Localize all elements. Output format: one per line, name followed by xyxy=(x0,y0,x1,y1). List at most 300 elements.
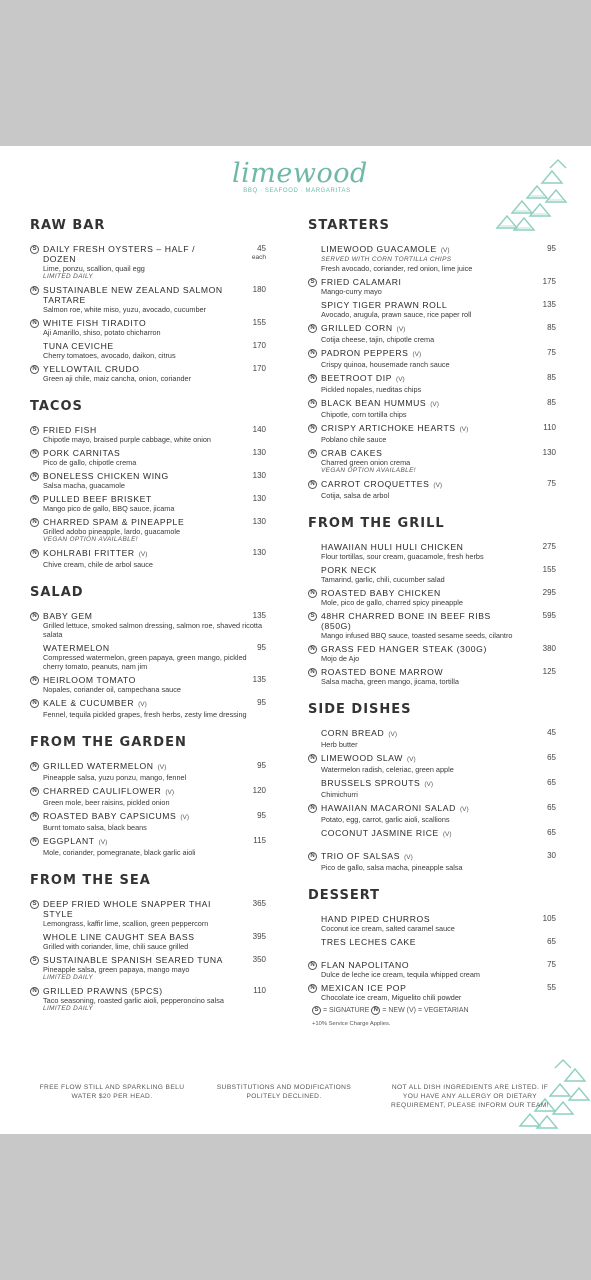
menu-item xyxy=(308,960,556,979)
item-name xyxy=(321,667,556,677)
item-name-text: 48HR CHARRED BONE IN BEEF RIBS (850G) xyxy=(321,611,491,631)
item-name-text: PULLED BEEF BRISKET xyxy=(43,494,152,504)
item-price-value: 65 xyxy=(547,753,556,762)
item-price xyxy=(232,318,266,328)
item-price xyxy=(232,611,266,621)
item-name-text: PORK CARNITAS xyxy=(43,448,121,458)
new-badge: N xyxy=(30,449,39,458)
new-badge: N xyxy=(30,676,39,685)
item-description: Salmon roe, white miso, yuzu, avocado, cucumber xyxy=(43,305,207,314)
item-price-value: 130 xyxy=(542,448,556,457)
section-title: TACOS xyxy=(30,399,83,414)
item-description: Dulce de leche ice cream, tequila whipped cream xyxy=(321,970,480,979)
new-badge: N xyxy=(308,589,317,598)
item-name xyxy=(321,778,556,790)
signature-badge: S xyxy=(308,612,317,621)
item-description: Chimichurri xyxy=(321,790,358,799)
item-price-value: 365 xyxy=(252,899,266,908)
item-description: Pico de gallo, salsa macha, pineapple salsa xyxy=(321,863,463,872)
legend-new: = NEW xyxy=(382,1007,405,1014)
menu-item xyxy=(308,244,556,273)
item-price-value: 55 xyxy=(547,983,556,992)
item-name xyxy=(321,937,556,947)
vegetarian-marker: (V) xyxy=(459,806,469,813)
item-name-text: WATERMELON xyxy=(43,643,110,653)
new-badge: N xyxy=(30,549,39,558)
item-price xyxy=(522,667,556,677)
item-price xyxy=(232,425,266,435)
item-name-text: TRES LECHES CAKE xyxy=(321,937,417,947)
item-note: VEGAN OPTION AVAILABLE! xyxy=(43,536,138,543)
item-name-text: KALE & CUCUMBER xyxy=(43,698,135,708)
item-price-value: 380 xyxy=(542,644,556,653)
item-note: LIMITED DAILY xyxy=(43,1005,94,1012)
item-name-text: HAWAIIAN HULI HULI CHICKEN xyxy=(321,542,464,552)
signature-badge: S xyxy=(312,1006,321,1015)
item-description: Aji Amarillo, shiso, potato chicharron xyxy=(43,328,161,337)
item-description: Flour tortillas, sour cream, guacamole, fresh herbs xyxy=(321,552,484,561)
vegetarian-marker: (V) xyxy=(412,351,422,358)
item-price-value: 45 xyxy=(257,244,266,253)
new-badge: N xyxy=(30,286,39,295)
item-name-text: LIMEWOOD SLAW xyxy=(321,753,403,763)
item-description: Fresh avocado, coriander, red onion, lime juice xyxy=(321,264,473,273)
item-description: Taco seasoning, roasted garlic aioli, pepperoncino salsa xyxy=(43,996,224,1005)
menu-sheet xyxy=(0,146,591,1134)
signature-badge: S xyxy=(30,245,39,254)
new-badge: N xyxy=(30,518,39,527)
new-badge: N xyxy=(308,324,317,333)
menu-section-tacos xyxy=(30,399,266,569)
item-price xyxy=(522,851,556,861)
item-description: Pineapple salsa, yuzu ponzu, mango, fennel xyxy=(43,773,187,782)
item-name-text: DAILY FRESH OYSTERS – HALF / DOZEN xyxy=(43,244,196,264)
item-description: Cotija cheese, tajin, chipotle crema xyxy=(321,335,435,344)
item-name xyxy=(321,565,556,575)
item-name xyxy=(321,244,556,256)
logo-tagline: BBQ · SEAFOOD · MARGARITAS xyxy=(243,188,351,194)
item-name xyxy=(321,851,556,863)
item-name-text: WHITE FISH TIRADITO xyxy=(43,318,147,328)
item-price-value: 95 xyxy=(257,761,266,770)
item-price-value: 135 xyxy=(252,675,266,684)
item-price-value: 110 xyxy=(543,423,556,432)
item-name-text: SUSTAINABLE SPANISH SEARED TUNA xyxy=(43,955,224,965)
menu-left-column xyxy=(30,218,266,1029)
menu-item xyxy=(30,786,266,807)
item-description: Cherry tomatoes, avocado, daikon, citrus xyxy=(43,351,176,360)
item-price xyxy=(232,698,266,708)
vegetarian-marker: (V) xyxy=(433,482,443,489)
menu-item xyxy=(30,811,266,832)
item-name xyxy=(321,323,556,335)
item-name xyxy=(321,828,556,840)
item-price xyxy=(522,542,556,552)
menu-item xyxy=(308,728,556,749)
item-description: Compressed watermelon, green papaya, green mango, pickled cherry tomato, peanuts, nam jim xyxy=(43,653,247,671)
item-name xyxy=(321,277,556,287)
item-description: Cotija, salsa de arbol xyxy=(321,491,390,500)
item-description: Mango pico de gallo, BBQ sauce, jicama xyxy=(43,504,175,513)
new-badge: N xyxy=(30,812,39,821)
item-note: VEGAN OPTION AVAILABLE! xyxy=(321,467,416,474)
item-description: Pickled nopales, rueditas chips xyxy=(321,385,422,394)
item-name-text: BRUSSELS SPROUTS xyxy=(321,778,421,788)
item-description: Mole, pico de gallo, charred spicy pineapple xyxy=(321,598,463,607)
menu-item xyxy=(308,983,556,1002)
item-name xyxy=(321,914,556,924)
item-name-text: CHARRED CAULIFLOWER xyxy=(43,786,162,796)
item-name xyxy=(321,753,556,765)
menu-item xyxy=(308,611,556,640)
new-badge: N xyxy=(30,699,39,708)
menu-item xyxy=(30,517,266,544)
footer-allergy: NOT ALL DISH INGREDIENTS ARE LISTED. IF YOU HAVE ANY ALLERGY OR DIETARY REQUIREMENT, PLEASE INFORM OUR TEAM! xyxy=(391,1084,549,1109)
new-badge: N xyxy=(308,374,317,383)
new-badge: N xyxy=(308,984,317,993)
menu-section-from-the-garden xyxy=(30,735,266,857)
item-price xyxy=(522,373,556,383)
item-name-text: YELLOWTAIL CRUDO xyxy=(43,364,140,374)
item-description: Mole, coriander, pomegranate, black garlic aioli xyxy=(43,848,196,857)
item-price xyxy=(522,960,556,970)
item-price xyxy=(232,761,266,771)
new-badge: N xyxy=(30,495,39,504)
menu-item xyxy=(30,986,266,1013)
item-price-value: 180 xyxy=(252,285,266,294)
new-badge: N xyxy=(30,365,39,374)
item-name-text: WHOLE LINE CAUGHT SEA BASS xyxy=(43,932,195,942)
new-badge: N xyxy=(308,645,317,654)
footer-substitutions: SUBSTITUTIONS AND MODIFICATIONS POLITELY DECLINED. xyxy=(216,1084,352,1100)
menu-item xyxy=(30,494,266,513)
item-name-text: COCONUT JASMINE RICE xyxy=(321,828,439,838)
menu-item xyxy=(30,341,266,360)
item-price xyxy=(232,932,266,942)
item-description: Grilled with coriander, lime, chili sauce grilled xyxy=(43,942,189,951)
item-price xyxy=(522,277,556,287)
limewood-logo xyxy=(232,158,368,194)
section-title: STARTERS xyxy=(308,218,390,233)
item-name-text: MEXICAN ICE POP xyxy=(321,983,407,993)
item-description: Watermelon radish, celeriac, green apple xyxy=(321,765,454,774)
item-name-text: DEEP FRIED WHOLE SNAPPER THAI STYLE xyxy=(43,899,211,919)
item-description: Salsa macha, guacamole xyxy=(43,481,125,490)
item-name-text: FRIED CALAMARI xyxy=(321,277,402,287)
item-name xyxy=(321,479,556,491)
vegetarian-marker: (V) xyxy=(404,854,413,861)
item-price xyxy=(232,899,266,909)
item-name xyxy=(321,423,556,435)
section-title: FROM THE SEA xyxy=(30,873,151,888)
item-description: Salsa macha, green mango, jicama, tortilla xyxy=(321,677,459,686)
item-price xyxy=(522,728,556,738)
item-name-text: KOHLRABI FRITTER xyxy=(43,548,135,558)
item-price xyxy=(522,398,556,408)
section-title: FROM THE GARDEN xyxy=(30,735,187,750)
item-price xyxy=(232,244,266,261)
item-price xyxy=(232,643,266,653)
badge-legend xyxy=(308,1006,556,1015)
menu-section-from-the-grill xyxy=(308,516,556,686)
section-title: FROM THE GRILL xyxy=(308,516,445,531)
item-name xyxy=(321,373,556,385)
item-description: Pineapple salsa, green papaya, mango mayo xyxy=(43,965,190,974)
item-price-value: 140 xyxy=(252,425,266,434)
item-name-text: CRISPY ARTICHOKE HEARTS xyxy=(321,423,456,433)
new-badge: N xyxy=(308,852,317,861)
menu-item xyxy=(30,318,266,337)
vegetarian-marker: (V) xyxy=(157,764,167,771)
menu-item xyxy=(30,643,266,671)
item-description: Green aji chile, maiz cancha, onion, coriander xyxy=(43,374,192,383)
item-description: Coconut ice cream, salted caramel sauce xyxy=(321,924,455,933)
item-price-value: 95 xyxy=(257,698,266,707)
menu-item xyxy=(30,448,266,467)
new-badge: N xyxy=(30,762,39,771)
item-description: Herb butter xyxy=(321,740,358,749)
item-name-text: CRAB CAKES xyxy=(321,448,383,458)
item-description: Poblano chile sauce xyxy=(321,435,387,444)
item-name-text: HEIRLOOM TOMATO xyxy=(43,675,136,685)
item-description: Chipotle, corn tortilla chips xyxy=(321,410,407,419)
menu-section-salad xyxy=(30,585,266,719)
item-name xyxy=(321,398,556,410)
menu-item xyxy=(308,828,556,847)
item-name-text: HAND PIPED CHURROS xyxy=(321,914,431,924)
vegetarian-marker: (V) xyxy=(424,781,434,788)
item-name-text: TUNA CEVICHE xyxy=(43,341,114,351)
new-badge: N xyxy=(308,961,317,970)
item-name xyxy=(321,588,556,598)
item-name-text: GRILLED CORN xyxy=(321,323,393,333)
item-price-value: 95 xyxy=(547,244,556,253)
menu-item xyxy=(308,914,556,933)
item-name xyxy=(321,542,556,552)
item-price-value: 65 xyxy=(547,937,556,946)
item-name-text: HAWAIIAN MACARONI SALAD xyxy=(321,803,456,813)
item-name-text: LIMEWOOD GUACAMOLE xyxy=(321,244,437,254)
new-badge: N xyxy=(30,787,39,796)
new-badge: N xyxy=(308,399,317,408)
item-price xyxy=(522,348,556,358)
new-badge: N xyxy=(30,319,39,328)
vegetarian-marker: (V) xyxy=(98,839,108,846)
item-price xyxy=(522,300,556,310)
item-price xyxy=(232,786,266,796)
new-badge: N xyxy=(308,804,317,813)
item-price-value: 595 xyxy=(542,611,556,620)
item-name-text: ROASTED BABY CAPSICUMS xyxy=(43,811,177,821)
item-price-value: 175 xyxy=(542,277,556,286)
item-price xyxy=(522,244,556,254)
item-price xyxy=(522,983,556,993)
vegetarian-marker: (V) xyxy=(430,401,439,408)
item-price xyxy=(522,644,556,654)
vegetarian-marker: (V) xyxy=(138,551,148,558)
item-price xyxy=(522,565,556,575)
menu-item xyxy=(308,398,556,419)
new-badge: N xyxy=(30,987,39,996)
menu-item xyxy=(308,851,556,872)
vegetarian-marker: (V) xyxy=(138,701,147,708)
item-price-value: 130 xyxy=(252,548,266,557)
item-name xyxy=(321,728,556,740)
signature-badge: S xyxy=(308,278,317,287)
menu-item xyxy=(308,588,556,607)
item-price-value: 155 xyxy=(542,565,556,574)
menu-item xyxy=(308,667,556,686)
item-description: Mojo de Ajo xyxy=(321,654,360,663)
item-price-value: 135 xyxy=(542,300,556,309)
item-price-note: each xyxy=(251,254,266,261)
menu-item xyxy=(30,932,266,951)
item-price xyxy=(522,914,556,924)
menu-item xyxy=(30,955,266,982)
item-price-value: 75 xyxy=(547,479,556,488)
item-price-value: 75 xyxy=(547,348,556,357)
item-price-value: 350 xyxy=(252,955,266,964)
item-description: Chocolate ice cream, Miguelito chili powder xyxy=(321,993,462,1002)
item-description: Pico de gallo, chipotle crema xyxy=(43,458,137,467)
menu-right-column xyxy=(308,218,556,1027)
item-name-text: EGGPLANT xyxy=(43,836,95,846)
menu-item xyxy=(308,448,556,475)
item-price-value: 130 xyxy=(252,494,266,503)
item-note: LIMITED DAILY xyxy=(43,273,94,280)
item-name-text: CHARRED SPAM & PINEAPPLE xyxy=(43,517,185,527)
item-name-text: SPICY TIGER PRAWN ROLL xyxy=(321,300,448,310)
item-price xyxy=(522,937,556,947)
item-price xyxy=(522,479,556,489)
item-price-value: 105 xyxy=(542,914,556,923)
vegetarian-marker: (V) xyxy=(388,731,397,738)
menu-item xyxy=(30,899,266,928)
item-description: Crispy quinoa, housemade ranch sauce xyxy=(321,360,450,369)
item-name-text: BLACK BEAN HUMMUS xyxy=(321,398,427,408)
signature-badge: S xyxy=(30,900,39,909)
item-note: SERVED WITH CORN TORTILLA CHIPS xyxy=(321,256,452,263)
new-badge: N xyxy=(30,612,39,621)
item-price xyxy=(232,364,266,374)
legend-veg-symbol: (V) xyxy=(406,1007,416,1014)
new-badge: N xyxy=(30,837,39,846)
item-price-value: 65 xyxy=(547,803,556,812)
item-price xyxy=(232,811,266,821)
menu-item xyxy=(30,761,266,782)
menu-section-raw-bar xyxy=(30,218,266,383)
item-price-value: 275 xyxy=(542,542,556,551)
item-price-value: 170 xyxy=(252,364,266,373)
menu-item xyxy=(308,423,556,444)
menu-item xyxy=(30,611,266,639)
signature-badge: S xyxy=(30,426,39,435)
menu-item xyxy=(30,425,266,444)
item-name-text: GRILLED WATERMELON xyxy=(43,761,154,771)
section-title: SALAD xyxy=(30,585,84,600)
item-price-value: 65 xyxy=(547,828,556,837)
new-badge: N xyxy=(308,449,317,458)
item-price xyxy=(522,588,556,598)
item-name-text: GRILLED PRAWNS (5PCS) xyxy=(43,986,163,996)
item-name-text: ROASTED BABY CHICKEN xyxy=(321,588,441,598)
item-price xyxy=(232,986,266,996)
item-name xyxy=(321,644,556,654)
vegetarian-marker: (V) xyxy=(396,326,406,333)
menu-item xyxy=(308,937,556,956)
vegetarian-marker: (V) xyxy=(180,814,190,821)
item-price-value: 95 xyxy=(257,811,266,820)
item-price-value: 125 xyxy=(542,667,556,676)
item-price-value: 155 xyxy=(252,318,266,327)
item-description: Fennel, tequila pickled grapes, fresh herbs, zesty lime dressing xyxy=(43,710,247,719)
item-description: Tamarind, garlic, chili, cucumber salad xyxy=(321,575,445,584)
menu-item xyxy=(308,803,556,824)
item-price-value: 130 xyxy=(252,448,266,457)
menu-item xyxy=(30,471,266,490)
new-badge: N xyxy=(30,472,39,481)
new-badge: N xyxy=(308,424,317,433)
item-price-value: 115 xyxy=(253,836,266,845)
item-name-text: CARROT CROQUETTES xyxy=(321,479,430,489)
item-name-text: CORN BREAD xyxy=(321,728,385,738)
item-price xyxy=(522,753,556,763)
vegetarian-marker: (V) xyxy=(396,376,405,383)
item-price xyxy=(232,471,266,481)
item-name-text: BONELESS CHICKEN WING xyxy=(43,471,169,481)
item-description: Lime, ponzu, scallion, quail egg xyxy=(43,264,145,273)
item-price-value: 95 xyxy=(257,643,266,652)
footer-water: FREE FLOW STILL AND SPARKLING BELU WATER $20 PER HEAD. xyxy=(39,1084,185,1100)
item-name-text: ROASTED BONE MARROW xyxy=(321,667,444,677)
item-description: Potato, egg, carrot, garlic aioli, scallions xyxy=(321,815,450,824)
item-price xyxy=(232,494,266,504)
item-price xyxy=(522,448,556,458)
item-name xyxy=(321,300,556,310)
vegetarian-marker: (V) xyxy=(440,247,450,254)
menu-item xyxy=(308,300,556,319)
item-price-value: 130 xyxy=(252,471,266,480)
item-name xyxy=(321,960,556,970)
item-name xyxy=(321,448,556,458)
item-price-value: 85 xyxy=(547,373,556,382)
item-description: Grilled lettuce, smoked salmon dressing, salmon roe, shaved ricotta salata xyxy=(43,621,263,639)
item-price xyxy=(232,448,266,458)
item-name-text: GRASS FED HANGER STEAK (300G) xyxy=(321,644,487,654)
item-price-value: 295 xyxy=(542,588,556,597)
menu-item xyxy=(30,244,266,281)
item-price-value: 85 xyxy=(547,323,556,332)
new-badge: N xyxy=(308,668,317,677)
item-description: Mango infused BBQ sauce, toasted sesame seeds, cilantro xyxy=(321,631,513,640)
item-price-value: 110 xyxy=(253,986,266,995)
item-description: Avocado, arugula, prawn sauce, rice paper roll xyxy=(321,310,472,319)
item-price-value: 135 xyxy=(252,611,266,620)
item-price xyxy=(232,341,266,351)
item-price xyxy=(522,611,556,621)
menu-item xyxy=(308,348,556,369)
item-description: Mango-curry mayo xyxy=(321,287,382,296)
menu-section-side-dishes xyxy=(308,702,556,872)
item-price xyxy=(522,778,556,788)
menu-section-dessert xyxy=(308,888,556,1002)
item-price-value: 75 xyxy=(547,960,556,969)
item-price-value: 395 xyxy=(252,932,266,941)
item-description: Charred green onion crema xyxy=(321,458,411,467)
new-badge: N xyxy=(308,349,317,358)
section-title: RAW BAR xyxy=(30,218,106,233)
item-name-text: TRIO OF SALSAS xyxy=(321,851,401,861)
